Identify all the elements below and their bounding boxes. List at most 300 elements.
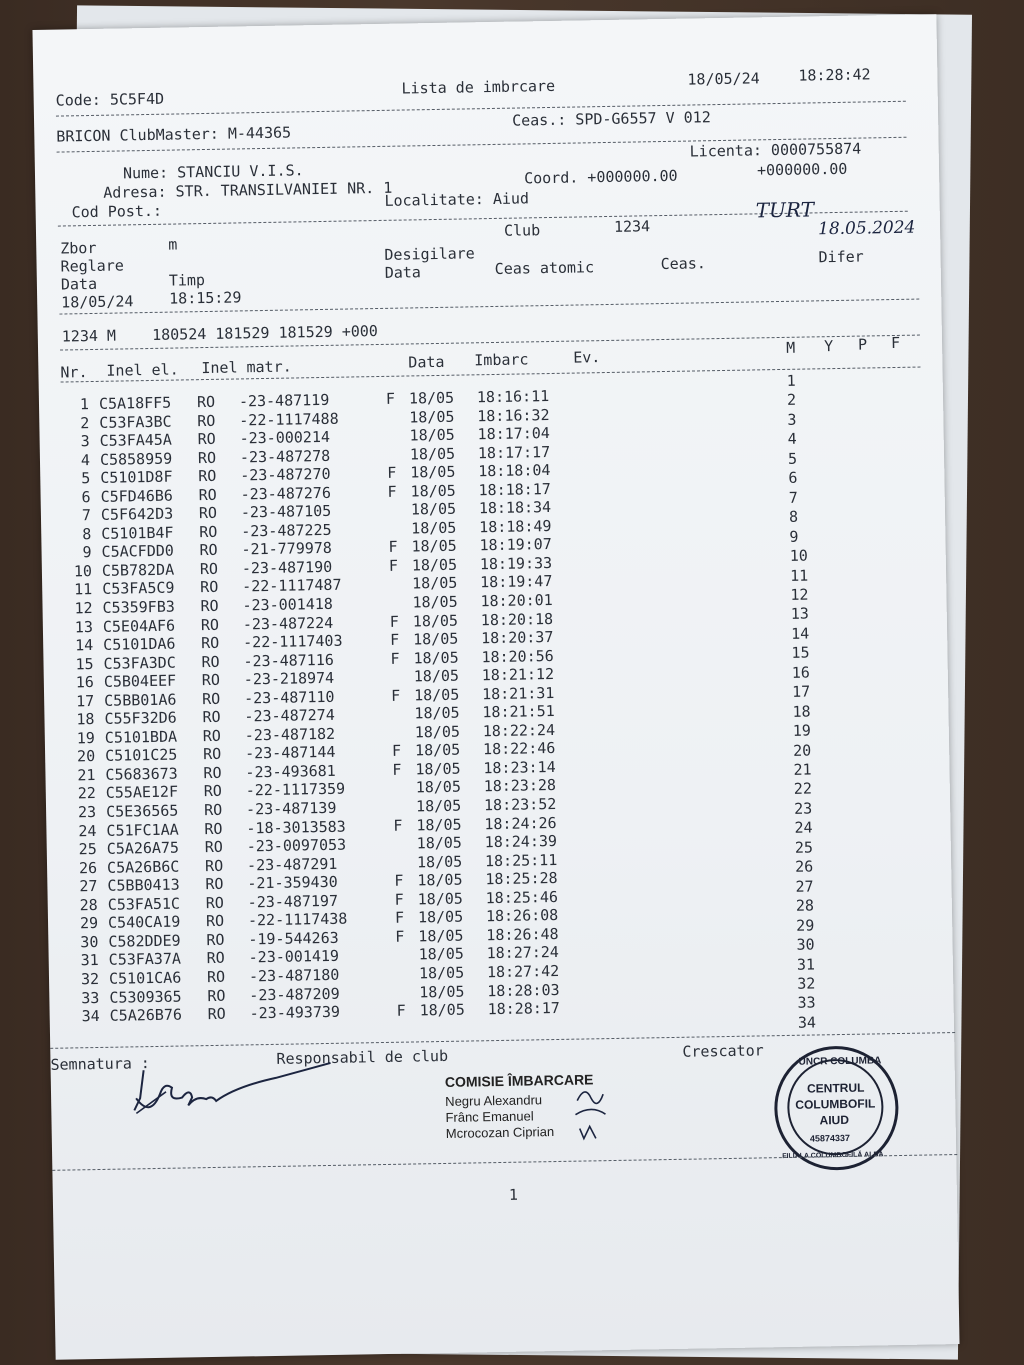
row-inel-el: C5101DA6 [103, 634, 176, 654]
position-value: 28 [795, 896, 815, 915]
row-data: 18/05 [415, 759, 461, 779]
zbor-label: Zbor [60, 238, 97, 258]
row-country: RO [206, 949, 225, 968]
row-inel-el: C5F642D3 [100, 504, 174, 525]
coord2-value: +000000.00 [756, 159, 848, 180]
zbor-value: m [168, 235, 178, 254]
handwritten-date: 18.05.2024 [817, 217, 916, 240]
row-imbarc-time: 18:27:24 [486, 943, 560, 963]
row-country: RO [205, 893, 224, 912]
row-nr: 9 [82, 543, 92, 562]
row-data: 18/05 [412, 592, 458, 612]
comisie-member-2: Frânc Emanuel [445, 1108, 534, 1125]
col-inel-el: Inel el. [106, 360, 179, 380]
cod-post-label: Cod Post.: [71, 201, 163, 222]
position-value: 25 [794, 838, 814, 857]
row-ev-flag: F [388, 538, 398, 557]
row-country: RO [202, 708, 221, 727]
position-value: 9 [789, 527, 799, 546]
row-country: RO [206, 930, 225, 949]
club-stamp [773, 1045, 899, 1171]
position-value: 31 [796, 954, 816, 974]
row-data: 18/05 [419, 1000, 465, 1020]
row-nr: 4 [80, 450, 91, 469]
summary-line: 1234 M 180524 181529 181529 +000 [61, 322, 379, 346]
position-value: 6 [788, 468, 798, 488]
row-imbarc-time: 18:21:12 [481, 665, 555, 685]
row-nr: 29 [79, 914, 99, 933]
row-country: RO [207, 1004, 226, 1024]
row-country: RO [203, 800, 223, 820]
row-imbarc-time: 18:16:11 [476, 387, 550, 407]
data2-label: Data [384, 263, 422, 282]
position-value: 11 [789, 566, 809, 585]
row-imbarc-time: 18:20:18 [480, 609, 554, 629]
position-value: 22 [793, 779, 813, 799]
position-value: 4 [787, 430, 797, 449]
row-imbarc-time: 18:23:28 [483, 776, 557, 796]
row-country: RO [203, 782, 222, 801]
row-inel-matr: -23-487116 [243, 650, 334, 671]
handwritten-note: TURT [755, 197, 815, 223]
row-country: RO [207, 986, 226, 1005]
row-inel-el: C5101CA6 [108, 968, 182, 988]
row-imbarc-time: 18:25:11 [484, 850, 558, 870]
row-data: 18/05 [414, 722, 461, 742]
row-inel-el: C5101B4F [101, 523, 174, 543]
row-imbarc-time: 18:19:47 [480, 572, 553, 592]
row-inel-matr: -23-487139 [245, 798, 337, 819]
semnatura-label: Semnatura : [50, 1054, 151, 1074]
row-nr: 19 [76, 728, 95, 748]
row-inel-el: C5359FB3 [102, 597, 175, 617]
row-nr: 27 [79, 877, 98, 896]
row-nr: 1 [79, 395, 90, 414]
row-imbarc-time: 18:24:39 [484, 832, 558, 852]
row-inel-el: C53FA5C9 [102, 579, 175, 599]
row-data: 18/05 [415, 778, 462, 797]
row-inel-el: C55AE12F [105, 783, 179, 803]
code-label: Code: 5C5F4D [55, 89, 165, 110]
row-ev-flag: F [395, 927, 405, 946]
position-value: 10 [789, 546, 808, 565]
row-imbarc-time: 18:18:04 [478, 461, 551, 481]
row-data: 18/05 [419, 982, 465, 1001]
row-country: RO [200, 596, 219, 616]
row-imbarc-time: 18:28:17 [487, 998, 561, 1019]
row-ev-flag: F [393, 816, 403, 835]
row-nr: 11 [74, 580, 93, 599]
row-ev-flag: F [396, 1001, 406, 1020]
position-value: 7 [788, 488, 798, 507]
col-m: M [785, 338, 796, 357]
row-data: 18/05 [414, 703, 460, 723]
desigilare-label: Desigilare [384, 244, 475, 264]
row-inel-el: C53FA37A [108, 949, 182, 970]
row-inel-el: C5E36565 [105, 801, 179, 821]
club-value: 1234 [613, 217, 651, 236]
row-country: RO [202, 689, 221, 708]
page-number: 1 [508, 1185, 519, 1204]
row-country: RO [204, 837, 223, 857]
localitate-label: Localitate: Aiud [384, 189, 530, 210]
row-nr: 15 [75, 654, 94, 673]
row-inel-matr: -23-487274 [244, 706, 335, 726]
row-imbarc-time: 18:23:52 [483, 794, 557, 815]
row-ev-flag: F [394, 908, 405, 928]
clubmaster-label: BRICON ClubMaster: M-44365 [56, 123, 292, 146]
position-value: 15 [791, 643, 810, 663]
row-ev-flag: F [390, 630, 400, 649]
row-data: 18/05 [418, 963, 465, 983]
row-inel-matr: -23-487105 [240, 502, 332, 522]
row-inel-el: C5683673 [105, 764, 178, 784]
comisie-member-3: Mcrocozan Ciprian [445, 1124, 555, 1141]
row-imbarc-time: 18:20:01 [480, 591, 553, 611]
position-value: 18 [792, 702, 811, 721]
row-ev-flag: F [387, 482, 397, 501]
row-data: 18/05 [409, 425, 455, 445]
signature [125, 1055, 336, 1129]
row-nr: 34 [81, 1007, 100, 1026]
header-time: 18:28:42 [798, 65, 871, 85]
row-imbarc-time: 18:18:49 [479, 516, 552, 537]
row-inel-el: C5E04AF6 [102, 616, 176, 636]
row-imbarc-time: 18:23:14 [483, 757, 556, 778]
row-country: RO [198, 504, 218, 523]
row-inel-el: C53FA45A [99, 430, 173, 450]
row-nr: 8 [82, 524, 92, 544]
nume-label: Nume: STANCIU V.I.S. [122, 161, 304, 183]
row-nr: 14 [74, 636, 94, 655]
row-inel-matr: -23-487278 [239, 446, 331, 467]
position-value: 21 [793, 760, 812, 779]
row-inel-matr: -21-359430 [247, 873, 338, 893]
row-inel-matr: -23-0097053 [246, 835, 347, 856]
stamp-bottom-text: FILIALA COLUMBOFILĂ ALBA [782, 1151, 884, 1161]
row-data: 18/05 [416, 833, 463, 853]
row-nr: 25 [78, 840, 97, 859]
row-country: RO [199, 522, 218, 541]
row-country: RO [197, 429, 216, 449]
row-inel-matr: -23-493681 [245, 761, 336, 782]
printed-sheet [32, 14, 959, 1360]
row-imbarc-time: 18:27:42 [486, 961, 560, 982]
row-imbarc-time: 18:19:33 [479, 553, 553, 574]
row-country: RO [201, 633, 220, 653]
divider [56, 101, 906, 117]
row-data: 18/05 [411, 537, 457, 556]
position-value: 13 [790, 604, 809, 624]
stamp-line-1: CENTRUL [806, 1080, 865, 1096]
row-country: RO [201, 652, 220, 671]
row-data: 18/05 [413, 629, 459, 649]
col-data: Data [408, 352, 445, 372]
row-inel-matr: -23-487144 [244, 743, 336, 763]
row-inel-el: C51FC1AA [106, 820, 179, 840]
row-nr: 2 [80, 413, 90, 432]
row-data: 18/05 [413, 666, 460, 686]
row-nr: 23 [77, 803, 97, 822]
ceas-short-label: Ceas. [660, 254, 706, 274]
row-inel-matr: -23-487291 [246, 854, 338, 875]
position-value: 14 [790, 624, 810, 643]
row-data: 18/05 [416, 815, 462, 834]
row-nr: 24 [78, 821, 97, 840]
row-imbarc-time: 18:18:34 [478, 498, 552, 518]
row-nr: 16 [75, 673, 95, 692]
row-inel-matr: -19-544263 [248, 928, 339, 949]
row-nr: 30 [80, 932, 99, 952]
position-value: 2 [786, 391, 797, 410]
comisie-initials [571, 1080, 612, 1141]
row-inel-matr: -23-487180 [248, 965, 340, 986]
row-ev-flag: F [387, 463, 397, 483]
document-title: Lista de imbrcare [401, 76, 556, 98]
row-data: 18/05 [411, 555, 458, 575]
row-data: 18/05 [412, 611, 459, 631]
row-inel-el: C5A26A75 [106, 838, 180, 858]
col-y: Y [823, 337, 834, 356]
row-inel-matr: -23-001418 [242, 594, 333, 615]
position-value: 17 [791, 682, 811, 702]
row-data: 18/05 [409, 407, 455, 427]
col-imbarc: Imbarc [474, 350, 529, 370]
row-country: RO [198, 485, 217, 504]
basketing-table [59, 387, 561, 1026]
row-inel-el: C5A26B76 [109, 1005, 183, 1025]
row-inel-el: C5A18FF5 [98, 393, 172, 413]
row-inel-matr: -23-487119 [238, 390, 330, 411]
row-country: RO [205, 912, 225, 931]
row-country: RO [196, 392, 216, 412]
data-label: Data [60, 274, 98, 294]
row-imbarc-time: 18:25:46 [485, 887, 559, 907]
row-inel-matr: -23-487182 [244, 724, 336, 745]
row-imbarc-time: 18:20:37 [480, 628, 554, 648]
position-value: 8 [788, 507, 799, 526]
difer-label: Difer [818, 247, 864, 267]
position-value: 29 [796, 916, 815, 935]
row-inel-matr: -23-487224 [242, 613, 334, 633]
row-country: RO [203, 763, 222, 783]
position-value: 19 [792, 721, 812, 740]
row-inel-el: C53FA3BC [99, 412, 172, 432]
row-ev-flag: F [385, 389, 396, 408]
row-data: 18/05 [410, 462, 456, 482]
row-inel-matr: -23-487110 [243, 687, 335, 708]
row-data: 18/05 [416, 852, 463, 872]
position-value: 34 [797, 1013, 817, 1032]
row-imbarc-time: 18:22:24 [482, 720, 556, 741]
row-nr: 5 [81, 469, 91, 488]
row-data: 18/05 [418, 926, 464, 946]
position-value: 1 [786, 371, 796, 390]
row-data: 18/05 [415, 796, 462, 816]
row-country: RO [204, 819, 223, 838]
comisie-member-1: Negru Alexandru [445, 1092, 543, 1109]
row-country: RO [202, 745, 222, 764]
row-nr: 3 [80, 432, 90, 451]
row-data: 18/05 [411, 518, 457, 538]
row-data: 18/05 [414, 741, 461, 760]
row-ev-flag: F [392, 760, 402, 779]
row-inel-matr: -23-001419 [248, 947, 340, 967]
row-imbarc-time: 18:21:51 [482, 702, 555, 722]
row-imbarc-time: 18:17:17 [477, 442, 551, 462]
row-data: 18/05 [413, 648, 459, 668]
position-value: 3 [787, 410, 797, 429]
row-data: 18/05 [412, 574, 458, 593]
row-inel-el: C5BB01A6 [104, 690, 177, 710]
row-nr: 28 [79, 895, 98, 915]
row-inel-matr: -23-487197 [247, 891, 339, 912]
position-value: 27 [795, 877, 814, 896]
divider [50, 1032, 955, 1049]
responsabil-label: Responsabil de club [276, 1046, 449, 1068]
row-ev-flag: F [388, 556, 399, 575]
row-imbarc-time: 18:24:26 [484, 813, 557, 833]
row-imbarc-time: 18:22:46 [482, 739, 556, 759]
row-country: RO [200, 578, 219, 597]
row-inel-el: C5B04EEF [103, 671, 177, 692]
row-nr: 18 [76, 710, 95, 729]
position-value: 24 [794, 818, 813, 838]
row-ev-flag: F [394, 871, 404, 891]
licenta-label: Licenta: 0000755874 [689, 139, 862, 161]
stamp-top-text: UNCR COLUMBA [798, 1055, 882, 1068]
row-nr: 6 [81, 487, 91, 506]
row-country: RO [199, 541, 218, 560]
row-imbarc-time: 18:26:08 [485, 906, 559, 926]
row-nr: 12 [74, 599, 93, 618]
ceas-atomic-label: Ceas atomic [494, 258, 595, 278]
row-data: 18/05 [413, 685, 460, 705]
row-nr: 22 [77, 784, 96, 803]
coord-label: Coord. +000000.00 [523, 166, 678, 188]
row-inel-matr: -23-000214 [239, 427, 331, 448]
col-p: P [857, 335, 868, 354]
row-inel-matr: -23-487190 [241, 557, 333, 578]
row-data: 18/05 [410, 499, 457, 519]
ceas-label: Ceas.: SPD-G6557 V 012 [511, 108, 711, 130]
col-ev: Ev. [573, 348, 601, 367]
row-inel-el: C582DDE9 [108, 931, 181, 951]
col-inel-matr: Inel matr. [201, 357, 292, 378]
row-ev-flag: F [389, 612, 400, 631]
row-inel-matr: -23-487276 [240, 483, 332, 504]
row-imbarc-time: 18:25:28 [485, 869, 558, 889]
row-data: 18/05 [418, 945, 464, 964]
row-nr: 26 [78, 858, 98, 877]
position-value: 32 [797, 974, 816, 993]
row-inel-el: C53FA3DC [103, 653, 176, 673]
club-label: Club [503, 221, 541, 240]
row-inel-matr: -22-1117359 [245, 780, 346, 800]
row-inel-matr: -22-1117438 [247, 909, 348, 930]
row-country: RO [197, 411, 216, 430]
row-inel-el: C5101C25 [104, 745, 178, 766]
row-inel-el: C53FA51C [107, 894, 181, 914]
row-country: RO [201, 671, 221, 690]
row-imbarc-time: 18:21:31 [481, 683, 555, 703]
row-inel-el: C5BB0413 [107, 875, 180, 896]
row-inel-el: C5858959 [99, 449, 173, 469]
row-nr: 10 [73, 561, 93, 581]
timp-label: Timp [168, 271, 206, 290]
position-value: 33 [797, 993, 816, 1013]
row-inel-matr: -23-493739 [249, 1002, 341, 1023]
row-inel-el: C5309365 [109, 987, 182, 1007]
row-data: 18/05 [409, 444, 456, 464]
row-inel-el: C540CA19 [107, 912, 181, 933]
row-country: RO [204, 856, 224, 875]
adresa-label: Adresa: STR. TRANSILVANIEI NR. 1 [103, 178, 393, 202]
reglare-date: 18/05/24 [61, 292, 134, 312]
position-value: 23 [794, 799, 813, 818]
row-inel-matr: -21-779978 [241, 539, 333, 559]
row-ev-flag: F [390, 649, 400, 668]
crescator-label: Crescator [682, 1041, 764, 1061]
row-nr: 17 [75, 691, 95, 711]
row-nr: 7 [81, 506, 92, 525]
row-country: RO [205, 875, 224, 894]
row-inel-matr: -23-218974 [243, 669, 335, 689]
col-f: F [890, 333, 901, 353]
row-nr: 33 [81, 988, 100, 1007]
position-value: 5 [787, 449, 798, 468]
row-inel-el: C5FD46B6 [100, 486, 174, 506]
row-data: 18/05 [417, 870, 463, 890]
row-inel-el: C5A26B6C [106, 857, 180, 877]
row-inel-el: C5101D8F [100, 467, 173, 488]
row-imbarc-time: 18:17:04 [477, 424, 550, 444]
row-inel-matr: -22-1117487 [242, 576, 342, 596]
row-imbarc-time: 18:28:03 [487, 980, 560, 1000]
row-nr: 13 [74, 617, 94, 636]
row-nr: 20 [76, 747, 96, 766]
row-data: 18/05 [408, 388, 455, 408]
stamp-line-2: COLUMBOFIL [795, 1096, 876, 1112]
row-imbarc-time: 18:26:48 [486, 924, 559, 945]
row-inel-el: C5ACFDD0 [101, 541, 174, 562]
header-date: 18/05/24 [687, 69, 760, 89]
row-country: RO [200, 615, 220, 634]
row-country: RO [198, 467, 217, 486]
position-value: 20 [792, 741, 812, 760]
comisie-title: COMISIE ÎMBARCARE [444, 1071, 594, 1090]
row-country: RO [206, 967, 226, 987]
row-ev-flag: F [390, 686, 401, 705]
row-data: 18/05 [417, 889, 463, 909]
reglare-label: Reglare [60, 256, 124, 276]
row-country: RO [197, 448, 217, 467]
col-nr: Nr. [60, 363, 88, 382]
row-inel-el: C5B782DA [101, 560, 175, 580]
row-inel-el: C55F32D6 [104, 708, 177, 729]
stamp-line-3: AIUD [819, 1112, 850, 1128]
row-imbarc-time: 18:18:17 [478, 479, 551, 500]
row-ev-flag: F [394, 890, 404, 909]
position-value: 12 [790, 585, 809, 604]
row-imbarc-time: 18:19:07 [479, 535, 552, 555]
position-value: 30 [796, 935, 815, 954]
row-data: 18/05 [410, 481, 456, 501]
row-inel-matr: -18-3013583 [246, 817, 346, 837]
row-inel-el: C5101BDA [104, 727, 178, 747]
reglare-time: 18:15:29 [169, 288, 242, 308]
row-ev-flag: F [391, 742, 402, 761]
